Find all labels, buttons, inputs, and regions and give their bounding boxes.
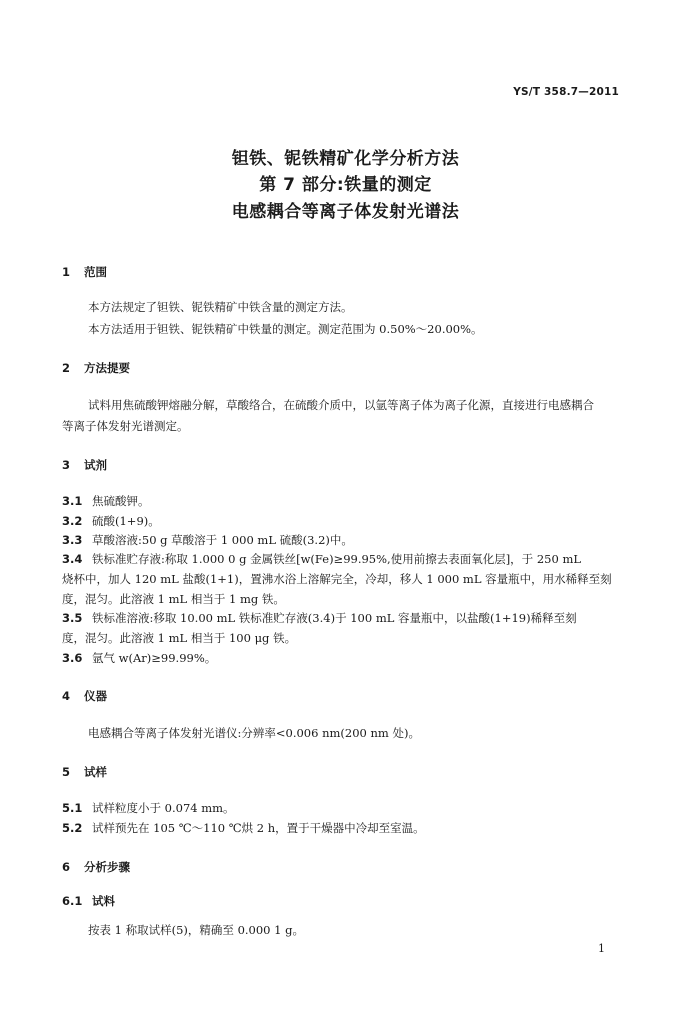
reagent-3-2 <box>62 514 160 529</box>
section-1-heading <box>62 265 107 280</box>
subsection-6-1-heading <box>62 894 115 909</box>
reagent-3-5-line-2: 度，混匀。此溶液 1 mL 相当于 100 μg 铁。 <box>62 631 297 645</box>
reagent-3-6 <box>62 651 216 666</box>
standard-number: YS/T 358.7—2011 <box>513 86 619 98</box>
section-title: 分析步骤 <box>84 860 130 874</box>
section-title: 范围 <box>84 265 107 279</box>
scope-paragraph-2: 本方法适用于钽铁、铌铁精矿中铁量的测定。测定范围为 0.50%～20.00%。 <box>88 322 483 336</box>
section-title: 方法提要 <box>84 361 130 375</box>
section-5-heading <box>62 765 107 780</box>
clause-number: 3.6 <box>62 651 83 665</box>
section-title: 试样 <box>84 765 107 779</box>
clause-number: 3.2 <box>62 514 83 528</box>
reagent-3-5 <box>62 611 577 626</box>
clause-number: 3.3 <box>62 533 83 547</box>
section-number: 2 <box>62 361 71 375</box>
section-number: 4 <box>62 689 71 703</box>
scope-paragraph-1: 本方法规定了钽铁、铌铁精矿中铁含量的测定方法。 <box>88 300 353 314</box>
page-number: 1 <box>598 942 605 955</box>
clause-number: 5.1 <box>62 801 83 815</box>
clause-text: 硫酸(1+9)。 <box>92 514 160 528</box>
reagent-3-4-line-3: 度，混匀。此溶液 1 mL 相当于 1 mg 铁。 <box>62 592 285 606</box>
reagent-3-3 <box>62 533 353 548</box>
clause-text: 试样预先在 105 ℃～110 ℃烘 2 h，置于干燥器中冷却至室温。 <box>92 821 425 835</box>
apparatus-paragraph: 电感耦合等离子体发射光谱仪:分辨率<0.006 nm(200 nm 处)。 <box>88 726 420 740</box>
clause-text: 试样粒度小于 0.074 mm。 <box>92 801 235 815</box>
section-title: 试料 <box>92 894 115 908</box>
clause-number: 3.1 <box>62 494 83 508</box>
reagent-3-4 <box>62 552 581 567</box>
section-title: 试剂 <box>84 458 107 472</box>
clause-text: 氩气 w(Ar)≥99.99%。 <box>92 651 217 665</box>
principle-line-1: 试料用焦硫酸钾熔融分解，草酸络合，在硫酸介质中，以氩等离子体为离子化源，直接进行电感耦合 <box>88 398 594 412</box>
clause-number: 3.4 <box>62 552 83 566</box>
section-number: 3 <box>62 458 71 472</box>
section-title: 仪器 <box>84 689 107 703</box>
clause-text: 铁标准溶液:移取 10.00 mL 铁标准贮存液(3.4)于 100 mL 容量瓶中，以盐酸(1+19)稀释至刻 <box>92 611 577 625</box>
clause-text: 草酸溶液:50 g 草酸溶于 1 000 mL 硫酸(3.2)中。 <box>92 533 353 547</box>
section-4-heading <box>62 689 107 704</box>
reagent-3-4-line-2: 烧杯中，加人 120 mL 盐酸(1+1)，置沸水浴上溶解完全，冷却，移人 1 000 mL 容量瓶中，用水稀释至刻 <box>62 572 612 586</box>
title-line-3: 电感耦合等离子体发射光谱法 <box>231 202 460 222</box>
section-number: 1 <box>62 265 71 279</box>
sample-5-1 <box>62 801 235 816</box>
clause-text: 焦硫酸钾。 <box>92 494 150 508</box>
sample-weighing-paragraph: 按表 1 称取试样(5)，精确至 0.000 1 g。 <box>88 923 304 937</box>
section-6-heading <box>62 860 130 875</box>
reagent-3-1 <box>62 494 150 509</box>
clause-text: 铁标准贮存液:称取 1.000 0 g 金属铁丝[w(Fe)≥99.95%,使用前擦去表面氧化层]，于 250 mL <box>92 552 581 566</box>
section-number: 5 <box>62 765 71 779</box>
section-3-heading <box>62 458 107 473</box>
title-line-2: 第 7 部分:铁量的测定 <box>259 175 432 195</box>
sample-5-2 <box>62 821 425 836</box>
clause-number: 5.2 <box>62 821 83 835</box>
title-line-1: 钽铁、铌铁精矿化学分析方法 <box>231 149 460 169</box>
clause-number: 3.5 <box>62 611 83 625</box>
section-number: 6.1 <box>62 894 83 908</box>
section-2-heading <box>62 361 130 376</box>
principle-line-2: 等离子体发射光谱测定。 <box>62 419 189 433</box>
section-number: 6 <box>62 860 71 874</box>
